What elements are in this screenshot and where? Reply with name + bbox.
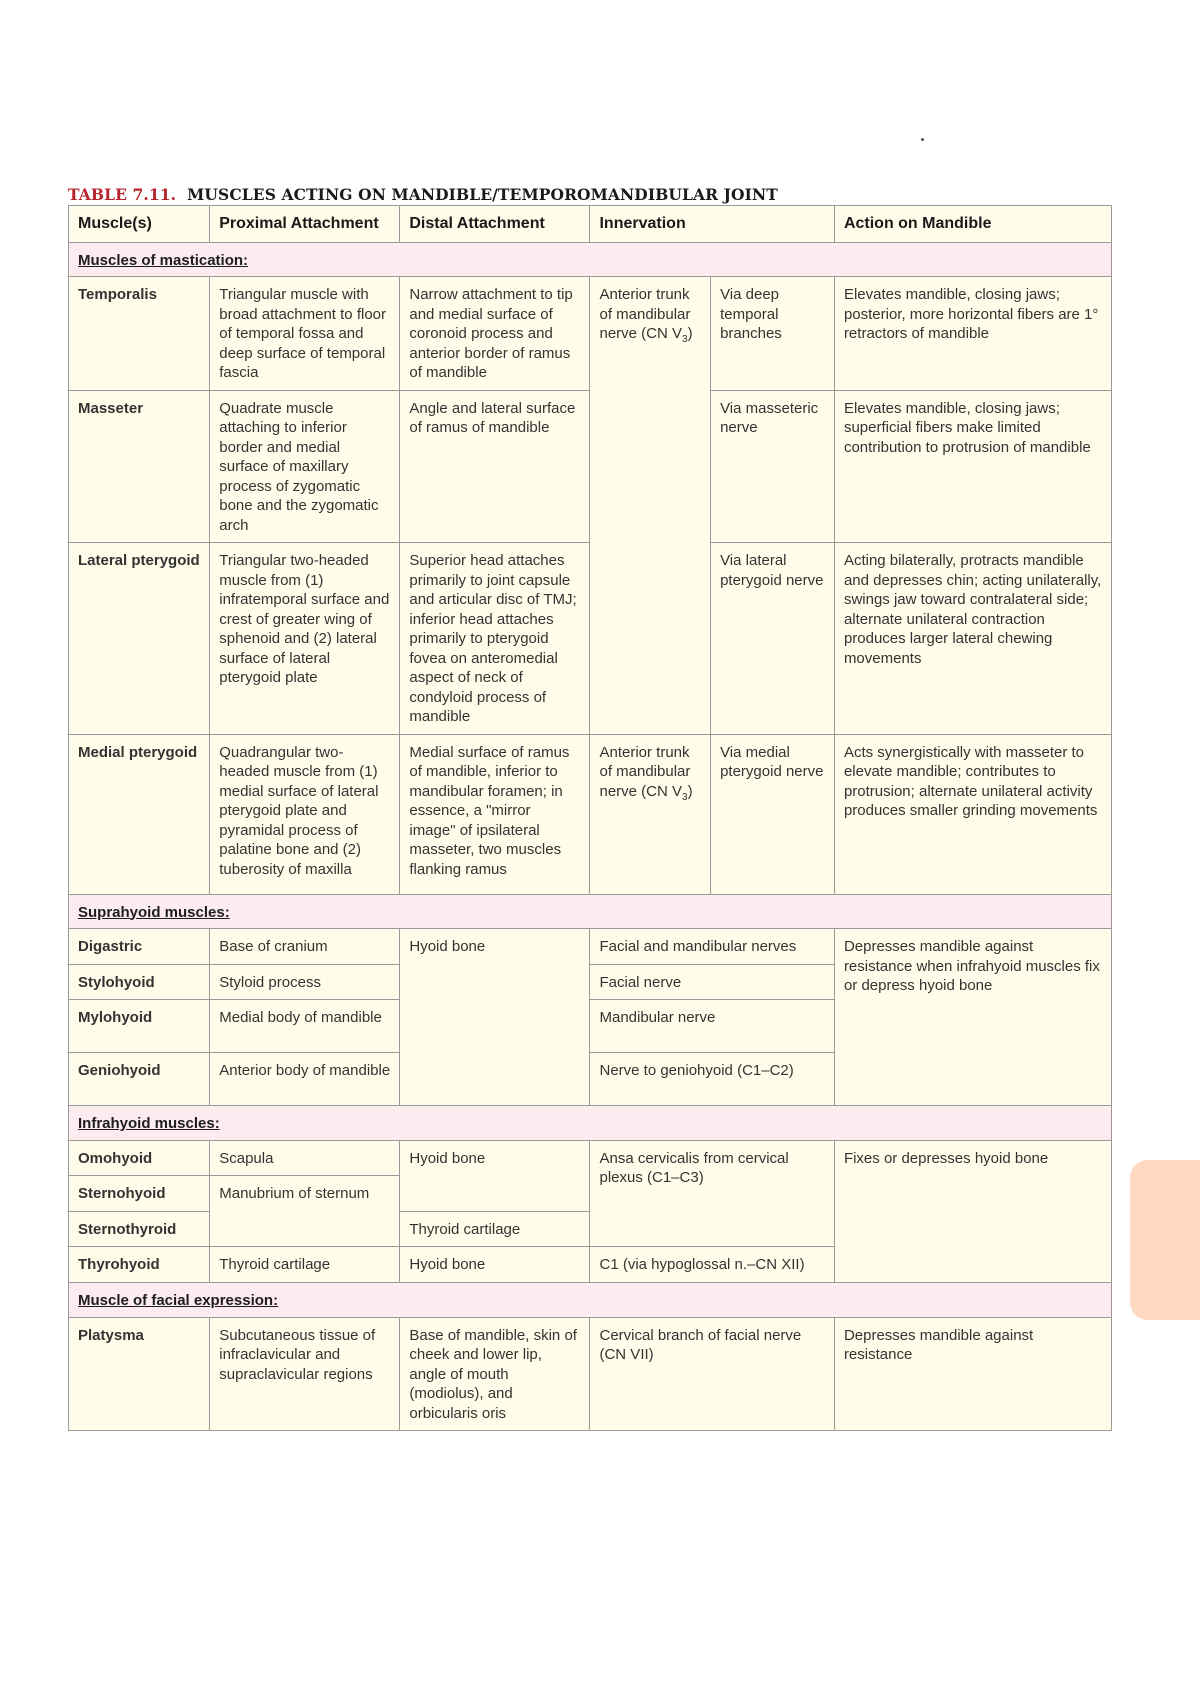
section-title-mastication: Muscles of mastication: (69, 242, 1112, 277)
distal-attachment: Hyoid bone (400, 1140, 590, 1211)
header-proximal-attachment: Proximal Attachment (210, 206, 400, 243)
proximal-attachment: Quadrate muscle attaching to inferior border and medial surface of maxillary process of zygomatic bone and the zygomatic arch (210, 390, 400, 543)
action-on-mandible: Elevates mandible, closing jaws; posterior, more horizontal fibers are 1° retractors of mandible (834, 277, 1111, 391)
proximal-attachment: Thyroid cartilage (210, 1247, 400, 1283)
table-title (68, 185, 778, 204)
innervation: Mandibular nerve (590, 1000, 834, 1053)
innervation: Cervical branch of facial nerve (CN VII) (590, 1317, 834, 1431)
distal-attachment-shared: Hyoid bone (400, 929, 590, 1106)
distal-attachment: Thyroid cartilage (400, 1211, 590, 1247)
muscle-name: Lateral pterygoid (69, 543, 210, 735)
innervation-shared: Ansa cervicalis from cervical plexus (C1–C3) (590, 1140, 834, 1247)
muscles-table (68, 205, 1112, 1431)
table-row-temporalis (69, 277, 1112, 391)
action-on-mandible: Acts synergistically with masseter to elevate mandible; contributes to protrusion; alternate unilateral activity produces smaller grinding movements (834, 734, 1111, 894)
header-row (69, 206, 1112, 243)
table-row-digastric (69, 929, 1112, 965)
muscle-name: Sternohyoid (69, 1176, 210, 1212)
header-action: Action on Mandible (834, 206, 1111, 243)
innervation-branch: Via lateral pterygoid nerve (711, 543, 835, 735)
muscle-name: Platysma (69, 1317, 210, 1431)
innervation: Nerve to geniohyoid (C1–C2) (590, 1053, 834, 1106)
stray-dot (921, 138, 924, 141)
innervation-trunk-close: ) (687, 325, 693, 342)
innervation-trunk-close: ) (687, 782, 693, 800)
proximal-attachment: Styloid process (210, 964, 400, 1000)
muscle-name: Masseter (69, 390, 210, 543)
distal-attachment: Narrow attachment to tip and medial surface of coronoid process and anterior border of ramus of mandible (400, 277, 590, 391)
innervation: C1 (via hypoglossal n.–CN XII) (590, 1247, 834, 1283)
innervation-trunk-text: Anterior trunk of mandibular nerve (CN V (599, 743, 691, 800)
innervation-trunk-subscript: 3 (682, 334, 688, 345)
proximal-attachment: Manubrium of sternum (210, 1176, 400, 1247)
proximal-attachment: Quadrangular two-headed muscle from (1) medial surface of lateral pterygoid plate and pyramidal process of palatine bone and (2) tuberosity of maxilla (210, 734, 400, 894)
muscle-name: Mylohyoid (69, 1000, 210, 1053)
innervation-trunk (590, 734, 711, 894)
muscle-name: Sternothyroid (69, 1211, 210, 1247)
innervation-trunk-text: Anterior trunk of mandibular nerve (CN V (599, 286, 691, 342)
section-row-infrahyoid (69, 1106, 1112, 1141)
action-on-mandible: Elevates mandible, closing jaws; superficial fibers make limited contribution to protrusion of mandible (834, 390, 1111, 543)
table-row-omohyoid (69, 1140, 1112, 1176)
muscle-name: Omohyoid (69, 1140, 210, 1176)
header-muscle: Muscle(s) (69, 206, 210, 243)
muscle-name: Stylohyoid (69, 964, 210, 1000)
proximal-attachment: Medial body of mandible (210, 1000, 400, 1053)
muscle-name: Geniohyoid (69, 1053, 210, 1106)
section-row-facial-expression (69, 1283, 1112, 1318)
innervation-branch: Via masseteric nerve (711, 390, 835, 543)
proximal-attachment: Subcutaneous tissue of infraclavicular and supraclavicular regions (210, 1317, 400, 1431)
muscle-name: Digastric (69, 929, 210, 965)
action-on-mandible-shared: Depresses mandible against resistance when infrahyoid muscles fix or depress hyoid bone (834, 929, 1111, 1106)
proximal-attachment: Scapula (210, 1140, 400, 1176)
muscle-name: Thyrohyoid (69, 1247, 210, 1283)
innervation: Facial nerve (590, 964, 834, 1000)
innervation-trunk-subscript: 3 (682, 791, 688, 803)
distal-attachment: Angle and lateral surface of ramus of mandible (400, 390, 590, 543)
muscle-name: Temporalis (69, 277, 210, 391)
header-distal-attachment: Distal Attachment (400, 206, 590, 243)
action-on-mandible: Acting bilaterally, protracts mandible and depresses chin; acting unilaterally, swings jaw toward contralateral side; alternate unilateral contraction produces larger lateral chewing movements (834, 543, 1111, 735)
distal-attachment: Base of mandible, skin of cheek and lower lip, angle of mouth (modiolus), and orbicularis oris (400, 1317, 590, 1431)
table-heading: MUSCLES ACTING ON MANDIBLE/TEMPOROMANDIBULAR JOINT (187, 185, 778, 204)
muscle-name: Medial pterygoid (69, 734, 210, 894)
distal-attachment: Medial surface of ramus of mandible, inferior to mandibular foramen; in essence, a "mirror image" of ipsilateral masseter, two muscles flanking ramus (400, 734, 590, 894)
chapter-side-tab (1130, 1160, 1200, 1320)
section-row-suprahyoid (69, 894, 1112, 929)
distal-attachment: Hyoid bone (400, 1247, 590, 1283)
table-number: TABLE 7.11. (68, 185, 177, 204)
distal-attachment: Superior head attaches primarily to joint capsule and articular disc of TMJ; inferior head attaches primarily to pterygoid fovea on anteromedial aspect of neck of condyloid process of mandible (400, 543, 590, 735)
proximal-attachment: Triangular muscle with broad attachment to floor of temporal fossa and deep surface of temporal fascia (210, 277, 400, 391)
proximal-attachment: Anterior body of mandible (210, 1053, 400, 1106)
action-on-mandible: Depresses mandible against resistance (834, 1317, 1111, 1431)
section-title-suprahyoid: Suprahyoid muscles: (69, 894, 1112, 929)
innervation-branch: Via medial pterygoid nerve (711, 734, 835, 894)
section-title-infrahyoid: Infrahyoid muscles: (69, 1106, 1112, 1141)
table-row-platysma (69, 1317, 1112, 1431)
header-innervation: Innervation (590, 206, 834, 243)
table-row-medial-pterygoid (69, 734, 1112, 894)
section-row-mastication (69, 242, 1112, 277)
proximal-attachment: Triangular two-headed muscle from (1) infratemporal surface and crest of greater wing of sphenoid and (2) lateral surface of lateral pterygoid plate (210, 543, 400, 735)
section-title-facial-expression: Muscle of facial expression: (69, 1283, 1112, 1318)
proximal-attachment: Base of cranium (210, 929, 400, 965)
innervation-trunk-shared (590, 277, 711, 735)
action-on-mandible-shared: Fixes or depresses hyoid bone (834, 1140, 1111, 1283)
innervation-branch: Via deep temporal branches (711, 277, 835, 391)
innervation: Facial and mandibular nerves (590, 929, 834, 965)
